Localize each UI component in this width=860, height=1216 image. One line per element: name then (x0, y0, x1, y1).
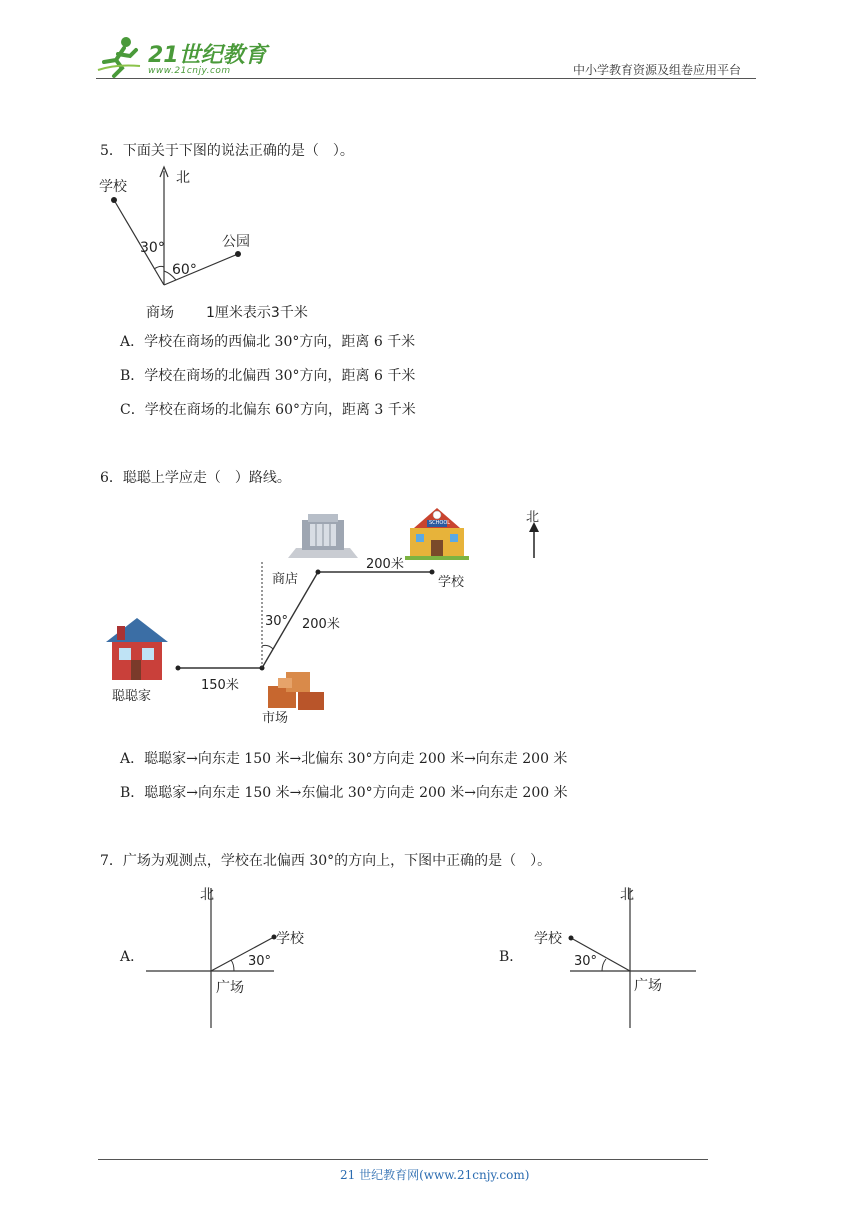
q7-option-a[interactable]: A． (120, 949, 145, 965)
q7-option-b[interactable]: B． (499, 949, 524, 965)
house-icon (106, 618, 168, 680)
school-building-icon (405, 508, 469, 560)
logo-subtext: www.21cnjy.com (148, 66, 231, 76)
q6-angle-label: 30° (265, 614, 289, 629)
q6-market-label: 市场 (262, 711, 289, 726)
header-divider (96, 78, 756, 79)
market-boxes-icon (268, 672, 324, 710)
q5-north-label: 北 (176, 170, 190, 186)
q5-mall-label: 商场 (146, 305, 174, 321)
q7-b-plaza-label: 广场 (634, 978, 662, 994)
q7-a-plaza-label: 广场 (216, 980, 244, 996)
q5-school-label: 学校 (99, 179, 127, 195)
logo-runner-icon (96, 36, 146, 76)
q6-dist-2: 200米 (302, 617, 340, 632)
q6-dist-3: 200米 (366, 557, 404, 572)
q5-option-b[interactable]: B．学校在商场的北偏西 30°方向，距离 6 千米 (120, 368, 416, 384)
q7-b-angle-label: 30° (574, 954, 598, 969)
q6-store-label: 商店 (272, 572, 299, 587)
q6-option-b[interactable]: B．聪聪家→向东走 150 米→东偏北 30°方向走 200 米→向东走 200 米 (120, 785, 568, 801)
q6-school-sign: SCHOOL (429, 520, 451, 526)
q6-option-a[interactable]: A．聪聪家→向东走 150 米→北偏东 30°方向走 200 米→向东走 200 米 (120, 751, 568, 767)
q5-scale-label: 1厘米表示3千米 (206, 305, 308, 321)
q5-park-label: 公园 (222, 234, 250, 250)
question-5-stem: 5．下面关于下图的说法正确的是（ ）。 (100, 143, 354, 159)
q7-a-angle-label: 30° (248, 954, 272, 969)
logo-text: 21世纪教育 (148, 43, 267, 68)
q5-option-a[interactable]: A．学校在商场的西偏北 30°方向，距离 6 千米 (120, 334, 416, 350)
q7-a-school-label: 学校 (276, 931, 304, 947)
q6-north-label: 北 (526, 510, 540, 525)
q6-school-label: 学校 (438, 575, 465, 590)
store-building-icon (288, 514, 358, 558)
footer-text[interactable]: 21 世纪教育网(www.21cnjy.com) (340, 1168, 530, 1182)
q6-home-label: 聪聪家 (112, 689, 152, 704)
q7-b-school-label: 学校 (534, 931, 562, 947)
q7-option-a-figure (144, 880, 294, 1030)
q6-dist-1: 150米 (201, 678, 239, 693)
question-6-stem: 6．聪聪上学应走（ ）路线。 (100, 470, 291, 486)
q7-b-north-label: 北 (620, 887, 634, 903)
question-7-stem: 7．广场为观测点，学校在北偏西 30°的方向上，下图中正确的是（ ）。 (100, 853, 552, 869)
q5-angle-30: 30° (140, 240, 165, 256)
header-platform-text: 中小学教育资源及组卷应用平台 (573, 63, 742, 77)
q7-a-north-label: 北 (200, 887, 214, 903)
q5-option-c[interactable]: C．学校在商场的北偏东 60°方向，距离 3 千米 (120, 402, 416, 418)
footer-divider (98, 1159, 708, 1160)
q5-angle-60: 60° (172, 262, 197, 278)
